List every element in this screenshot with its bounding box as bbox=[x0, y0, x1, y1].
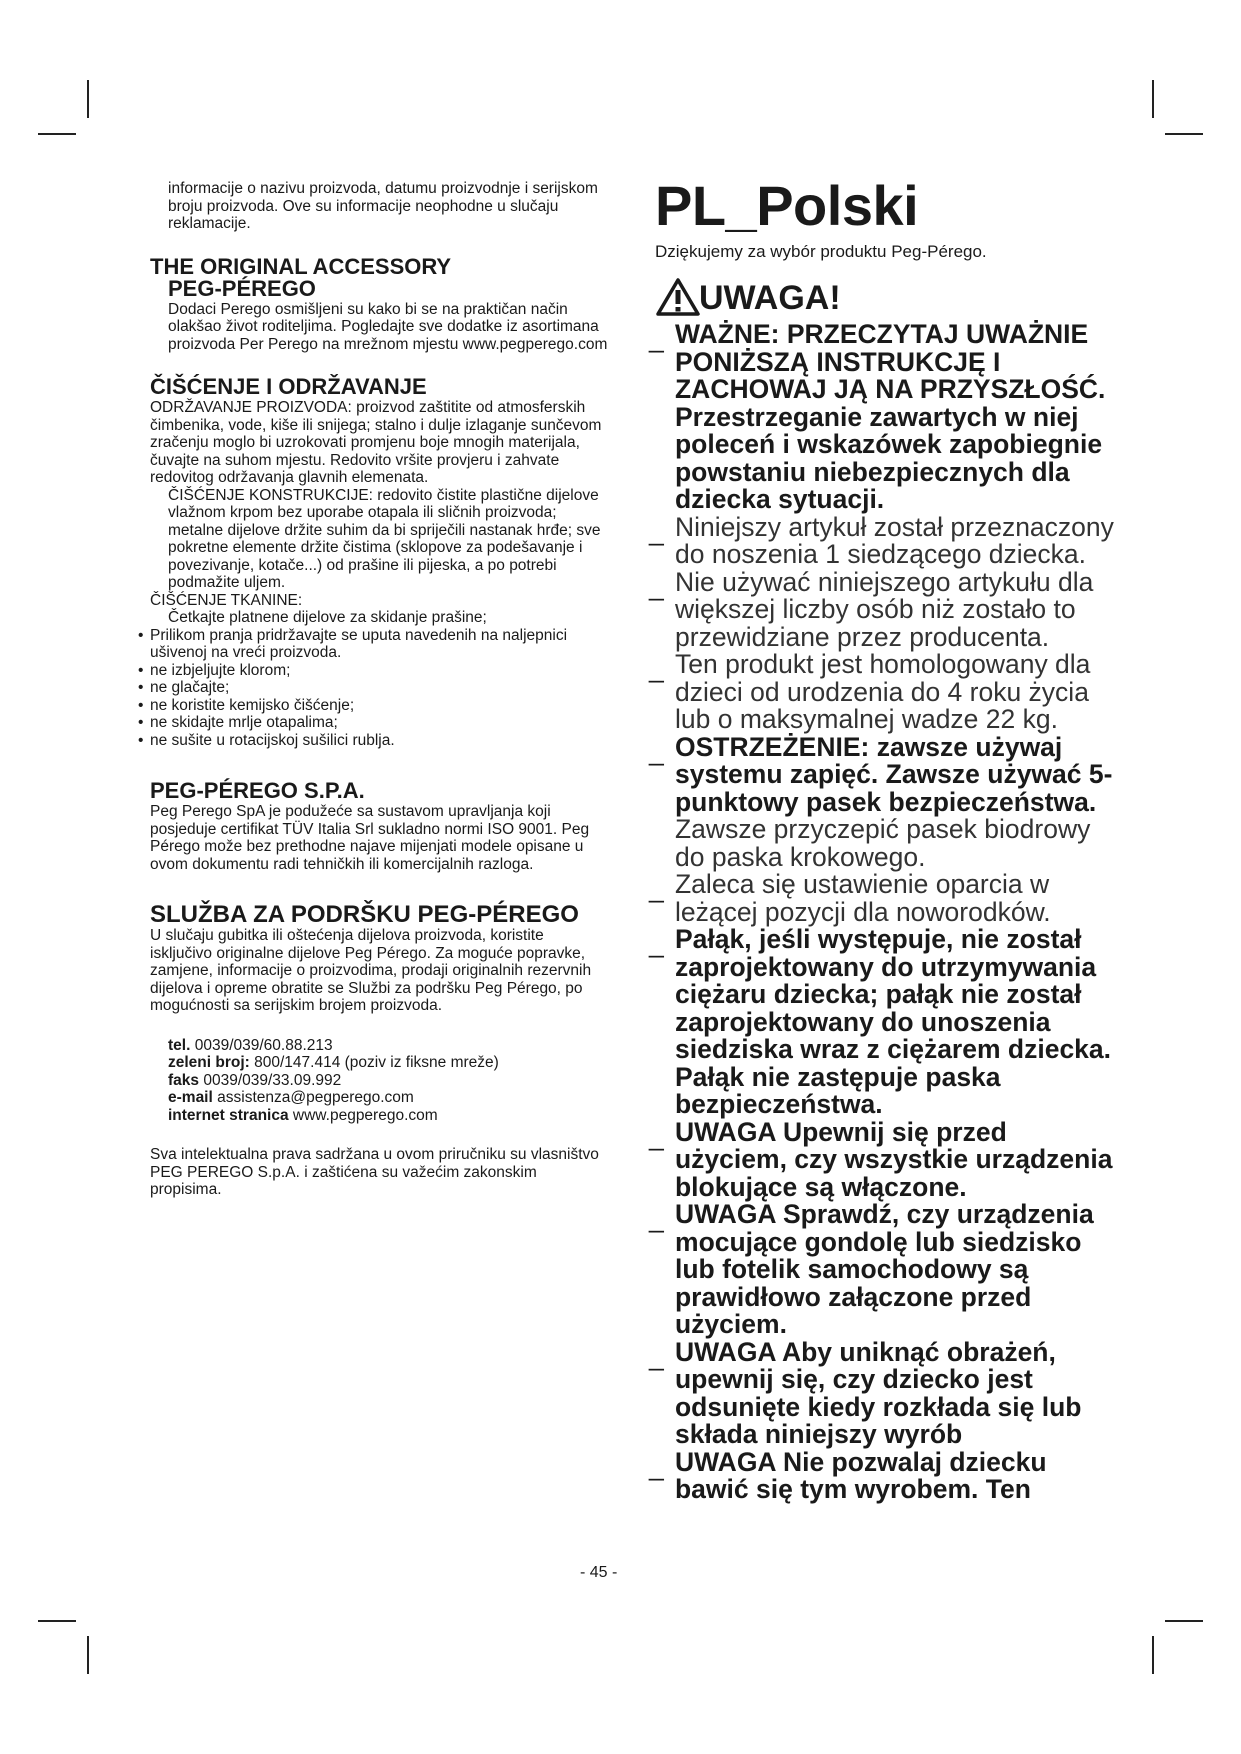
left-column bbox=[150, 180, 610, 1199]
crop-mark-top-left-v bbox=[87, 80, 89, 118]
rights-paragraph: Sva intelektualna prava sadržana u ovom priručniku su vlasništvo PEG PEREGO S.p.A. i zaštićena su važećim zakonskim propisima. bbox=[150, 1146, 599, 1198]
contact-block bbox=[150, 1037, 610, 1125]
accessory-paragraph: Dodaci Perego osmišljeni su kako bi se na praktičan način olakšao život roditeljima. Pogledajte sve dodatke iz asortimana proizvoda Per Perego na mrežnom mjestu www.pegperego.com bbox=[168, 300, 608, 353]
crop-mark-bottom-right-v bbox=[1152, 1636, 1154, 1674]
warning-item: _ UWAGA Sprawdź, czy urządzenia mocujące gondolę lub siedzisko lub fotelik samochodowy są prawidłowo załączone przed użyciem. bbox=[649, 1199, 1094, 1339]
warning-item: _ Niniejszy artykuł został przeznaczony do noszenia 1 siedzącego dziecka. bbox=[649, 511, 1114, 569]
intro-paragraph: informacije o nazivu proizvoda, datumu proizvodnje i serijskom broju proizvoda. Ove su informacije neophodne u slučaju reklamacije. bbox=[168, 180, 598, 232]
warning-item: _ WAŻNE: PRZECZYTAJ UWAŻNIE PONIŻSZĄ INSTRUKCJĘ I ZACHOWAJ JĄ NA PRZYSZŁOŚĆ. Przestrzeganie zawartych w niej poleceń i wskazówek zapobiegnie powstaniu niebezpiecznych dla dziecka sytuacji. bbox=[649, 319, 1106, 514]
list-item: • ne skidajte mrlje otapalima; bbox=[138, 714, 610, 732]
accessory-heading: THE ORIGINAL ACCESSORY bbox=[150, 253, 452, 279]
list-item: • ne glačajte; bbox=[138, 679, 610, 697]
company-paragraph: Peg Perego SpA je podužeće sa sustavom upravljanja koji posjeduje certifikat TÜV Italia Srl sukladno normi ISO 9001. Peg Pérego može bez prethodne najave mijenjati modele opisane u ovom dokumentu radi tehničkih ili komercijalnih razloga. bbox=[150, 803, 590, 873]
washing-instructions-list bbox=[150, 627, 610, 750]
contact-phone: tel. 0039/039/60.88.213 bbox=[168, 1036, 333, 1054]
contact-fax: faks 0039/039/33.09.992 bbox=[168, 1071, 342, 1089]
accessory-brand-heading: PEG-PÉREGO bbox=[168, 275, 316, 301]
crop-mark-top-right-v bbox=[1152, 80, 1154, 118]
warning-item: _ Pałąk, jeśli występuje, nie został zaprojektowany do utrzymywania ciężaru dziecka; pałąk nie został zaprojektowany do unoszenia siedziska wraz z ciężarem dziecka. Pałąk nie zastępuje paska bezpieczeństwa. bbox=[649, 924, 1112, 1119]
contact-free-phone: zeleni broj: 800/147.414 (poziv iz fiksne mreže) bbox=[168, 1054, 499, 1071]
crop-mark-bottom-right-h bbox=[1165, 1620, 1203, 1622]
page-number: - 45 - bbox=[580, 1564, 618, 1581]
crop-mark-top-left-h bbox=[38, 133, 76, 135]
warning-heading bbox=[655, 277, 1115, 317]
warning-item: _ OSTRZEŻENIE: zawsze używaj systemu zapięć. Zawsze używać 5-punktowy pasek bezpieczeństwa. Zawsze przyczepić pasek biodrowy do paska krokowego. bbox=[649, 731, 1113, 872]
list-item: • Prilikom pranja pridržavajte se uputa navedenih na naljepnici ušivenoj na vreći proizvoda. bbox=[138, 627, 610, 662]
list-item: • ne izbjeljujte klorom; bbox=[138, 662, 610, 680]
crop-mark-top-right-h bbox=[1165, 133, 1203, 135]
warning-item: _ Nie używać niniejszego artykułu dla większej liczby osób niż zostało to przewidziane przez producenta. bbox=[649, 566, 1094, 652]
warning-heading-text: UWAGA! bbox=[699, 279, 841, 317]
service-heading: SLUŽBA ZA PODRŠKU PEG-PÉREGO bbox=[150, 901, 579, 928]
contact-website: internet stranica www.pegperego.com bbox=[168, 1106, 438, 1124]
cleaning-maintenance-paragraph: ODRŽAVANJE PROIZVODA: proizvod zaštitite od atmosferskih čimbenika, vode, kiše ili snijega; stalno i dulje izlaganje sunčevom zračenju moglo bi uzrokovati promjenu boje mnogih materijala, čuvajte na suhom mjestu. Redovito vršite provjeru i zahvate redovitog održavanja glavnih elemenata. bbox=[150, 399, 602, 486]
cleaning-fabric-paragraph: Četkajte platnene dijelove za skidanje prašine; bbox=[168, 609, 487, 626]
warning-item: _ Zaleca się ustawienie oparcia w leżącej pozycji dla noworodków. bbox=[649, 869, 1051, 927]
warning-item: _ Ten produkt jest homologowany dla dzieci od urodzenia do 4 roku życia lub o maksymalnej wadze 22 kg. bbox=[649, 649, 1091, 734]
warning-item: _ UWAGA Upewnij się przed użyciem, czy wszystkie urządzenia blokujące są włączone. bbox=[649, 1116, 1113, 1202]
thank-you-line: Dziękujemy za wybór produktu Peg-Pérego. bbox=[655, 242, 987, 261]
list-item: • ne sušite u rotacijskoj sušilici rublja. bbox=[138, 732, 610, 750]
list-item: • ne koristite kemijsko čišćenje; bbox=[138, 697, 610, 715]
language-title: PL_Polski bbox=[655, 174, 919, 237]
crop-mark-bottom-left-h bbox=[38, 1620, 76, 1622]
cleaning-structure-paragraph: ČIŠĆENJE KONSTRUKCIJE: redovito čistite plastične dijelove vlažnom krpom bez uporabe otapala ili sličnih proizvoda; metalne dijelove držite suhim da bi spriječili nastanak hrđe; sve pokretne elemente držite čistima (sklopove za podešavanje i povezivanje, kotače...) od prašine ili pijeska, a po potrebi podmažite uljem. bbox=[168, 486, 601, 591]
right-column bbox=[649, 174, 1115, 1504]
warning-item: _ UWAGA Aby uniknąć obrażeń, upewnij się, czy dziecko jest odsunięte kiedy rozkłada się lub składa niniejszy wyrób bbox=[649, 1336, 1082, 1449]
crop-mark-bottom-left-v bbox=[87, 1636, 89, 1674]
contact-email: e-mail assistenza@pegperego.com bbox=[168, 1089, 414, 1106]
cleaning-fabric-label: ČIŠĆENJE TKANINE: bbox=[150, 591, 303, 609]
warnings-list bbox=[649, 319, 1115, 1504]
service-paragraph: U slučaju gubitka ili oštećenja dijelova proizvoda, koristite isključivo originalne dijelove Peg Pérego. Za moguće popravke, zamjene, informacije o proizvodima, prodaji originalnih rezervnih dijelova i opreme obratite se Službi za podršku Peg Pérego, po mogućnosti sa serijskim brojem proizvoda. bbox=[150, 927, 592, 1014]
cleaning-heading: ČIŠĆENJE I ODRŽAVANJE bbox=[150, 374, 427, 399]
warning-item: _ UWAGA Nie pozwalaj dziecku bawić się tym wyrobem. Ten bbox=[649, 1446, 1047, 1504]
warning-triangle-icon bbox=[655, 277, 701, 317]
company-heading: PEG-PÉREGO S.P.A. bbox=[150, 778, 365, 803]
